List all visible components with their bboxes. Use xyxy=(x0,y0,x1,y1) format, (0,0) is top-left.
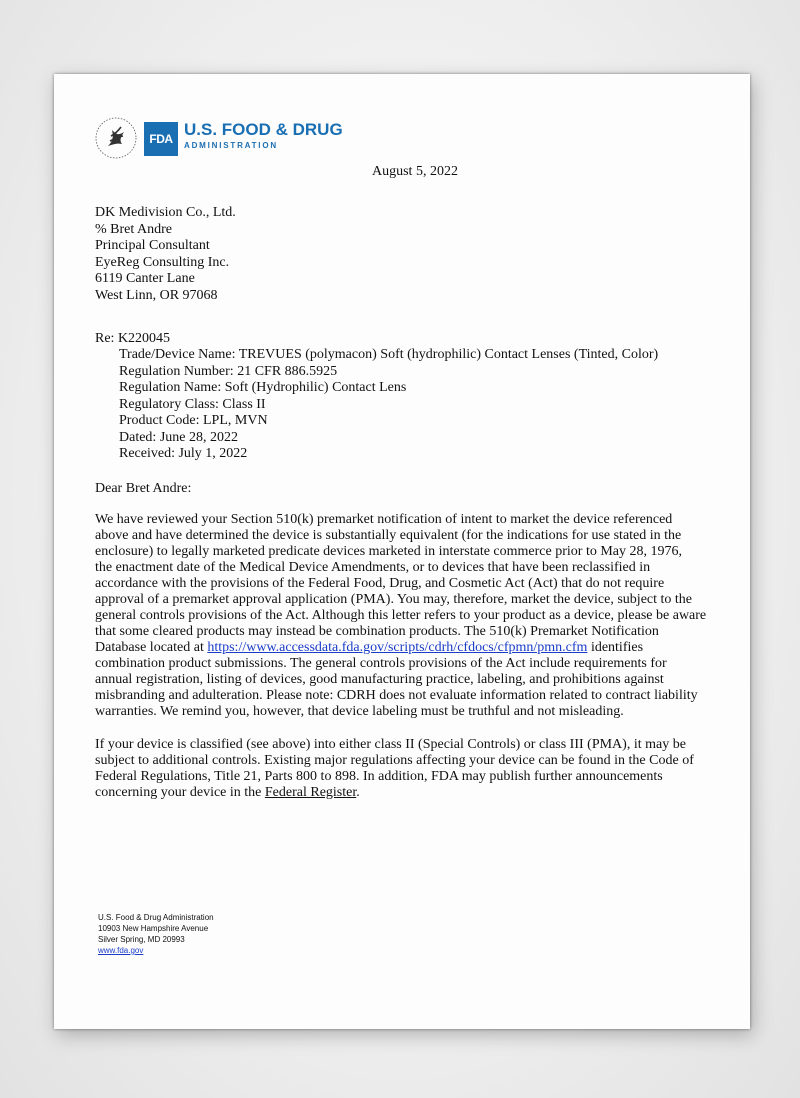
link-prefix: Database located at xyxy=(95,640,208,655)
footer-line: U.S. Food & Drug Administration xyxy=(98,913,214,922)
paragraph-line: warranties. We remind you, however, that device labeling must be truthful and not misleading. xyxy=(95,704,624,719)
salutation: Dear Bret Andre: xyxy=(95,481,192,496)
paragraph-line: We have reviewed your Section 510(k) premarket notification of intent to market the device referenced xyxy=(95,512,673,527)
footer-line: Silver Spring, MD 20993 xyxy=(98,935,185,944)
re-detail-line: Received: July 1, 2022 xyxy=(119,446,248,461)
re-line: Re: K220045 xyxy=(95,331,171,346)
letter-date: August 5, 2022 xyxy=(372,164,458,179)
address-line: % Bret Andre xyxy=(95,221,172,237)
paragraph-line-with-link xyxy=(95,640,715,656)
paragraph-line: approval of a premarket approval application (PMA). You may, therefore, market the device, subject to the xyxy=(95,592,693,607)
body-paragraph-1 xyxy=(95,512,715,720)
paragraph-line: misbranding and adulteration. Please note: CDRH does not evaluate information related to contract liability xyxy=(95,688,698,703)
paragraph-line: that some cleared products may instead be combination products. The 510(k) Premarket Notification xyxy=(95,624,659,639)
hhs-eagle-seal-icon xyxy=(94,116,138,160)
address-line: Principal Consultant xyxy=(95,238,210,253)
paragraph-line: general controls provisions of the Act. Although this letter refers to your product as a device, please be aware xyxy=(95,608,707,623)
address-line: EyeReg Consulting Inc. xyxy=(95,254,230,270)
fda-badge: FDA xyxy=(144,122,178,156)
federal-register-title: Federal Register xyxy=(264,785,357,800)
paragraph-line: If your device is classified (see above) into either class II (Special Controls) or class III (PMA), it may be xyxy=(95,737,686,752)
pmn-database-link[interactable]: https://www.accessdata.fda.gov/scripts/cdrh/cfdocs/cfpmn/pmn.cfm xyxy=(207,640,588,655)
address-line: DK Medivision Co., Ltd. xyxy=(95,205,236,220)
re-detail-line: Regulatory Class: Class II xyxy=(119,396,266,412)
re-detail-line: Regulation Number: 21 CFR 886.5925 xyxy=(119,363,338,379)
fr-prefix: concerning your device in the xyxy=(95,785,265,800)
fda-footer-address xyxy=(98,912,214,956)
paragraph-line: above and have determined the device is substantially equivalent (for the indications for use stated in the xyxy=(95,528,682,543)
paragraph-line: annual registration, listing of devices, good manufacturing practice, labeling, and prohibitions against xyxy=(95,672,664,687)
paragraph-line: combination product submissions. The general controls provisions of the Act include requirements for xyxy=(95,656,667,671)
re-detail-line: Product Code: LPL, MVN xyxy=(119,413,268,428)
paragraph-line: the enactment date of the Medical Device Amendments, or to devices that have been reclassified in xyxy=(95,560,651,575)
fda-website-link[interactable]: www.fda.gov xyxy=(98,946,144,955)
recipient-address xyxy=(95,205,236,304)
agency-name: U.S. FOOD & DRUG xyxy=(184,120,343,139)
paragraph-line: subject to additional controls. Existing major regulations affecting your device can be found in the Code of xyxy=(95,753,694,768)
agency-subtitle: ADMINISTRATION xyxy=(184,141,278,150)
re-detail-line: Regulation Name: Soft (Hydrophilic) Contact Lens xyxy=(119,380,407,395)
re-detail-line: Dated: June 28, 2022 xyxy=(119,429,238,445)
paragraph-line: Federal Regulations, Title 21, Parts 800 to 898. In addition, FDA may publish further announcements xyxy=(95,769,663,784)
body-paragraph-2 xyxy=(95,737,715,801)
footer-line: 10903 New Hampshire Avenue xyxy=(98,924,209,933)
re-details xyxy=(119,347,658,463)
fr-suffix: . xyxy=(356,785,360,800)
address-line: 6119 Canter Lane xyxy=(95,271,195,286)
paragraph-line: accordance with the provisions of the Federal Food, Drug, and Cosmetic Act (Act) that do not require xyxy=(95,576,665,591)
link-suffix: identifies xyxy=(587,640,644,655)
re-detail-line: Trade/Device Name: TREVUES (polymacon) Soft (hydrophilic) Contact Lenses (Tinted, Color) xyxy=(119,347,659,362)
paragraph-line-federal-register xyxy=(95,785,715,801)
fda-letterhead-logo xyxy=(94,116,343,168)
address-line: West Linn, OR 97068 xyxy=(95,287,218,303)
letter-page xyxy=(54,74,750,1029)
paragraph-line: enclosure) to legally marketed predicate devices marketed in interstate commerce prior to May 28, 1976, xyxy=(95,544,682,559)
